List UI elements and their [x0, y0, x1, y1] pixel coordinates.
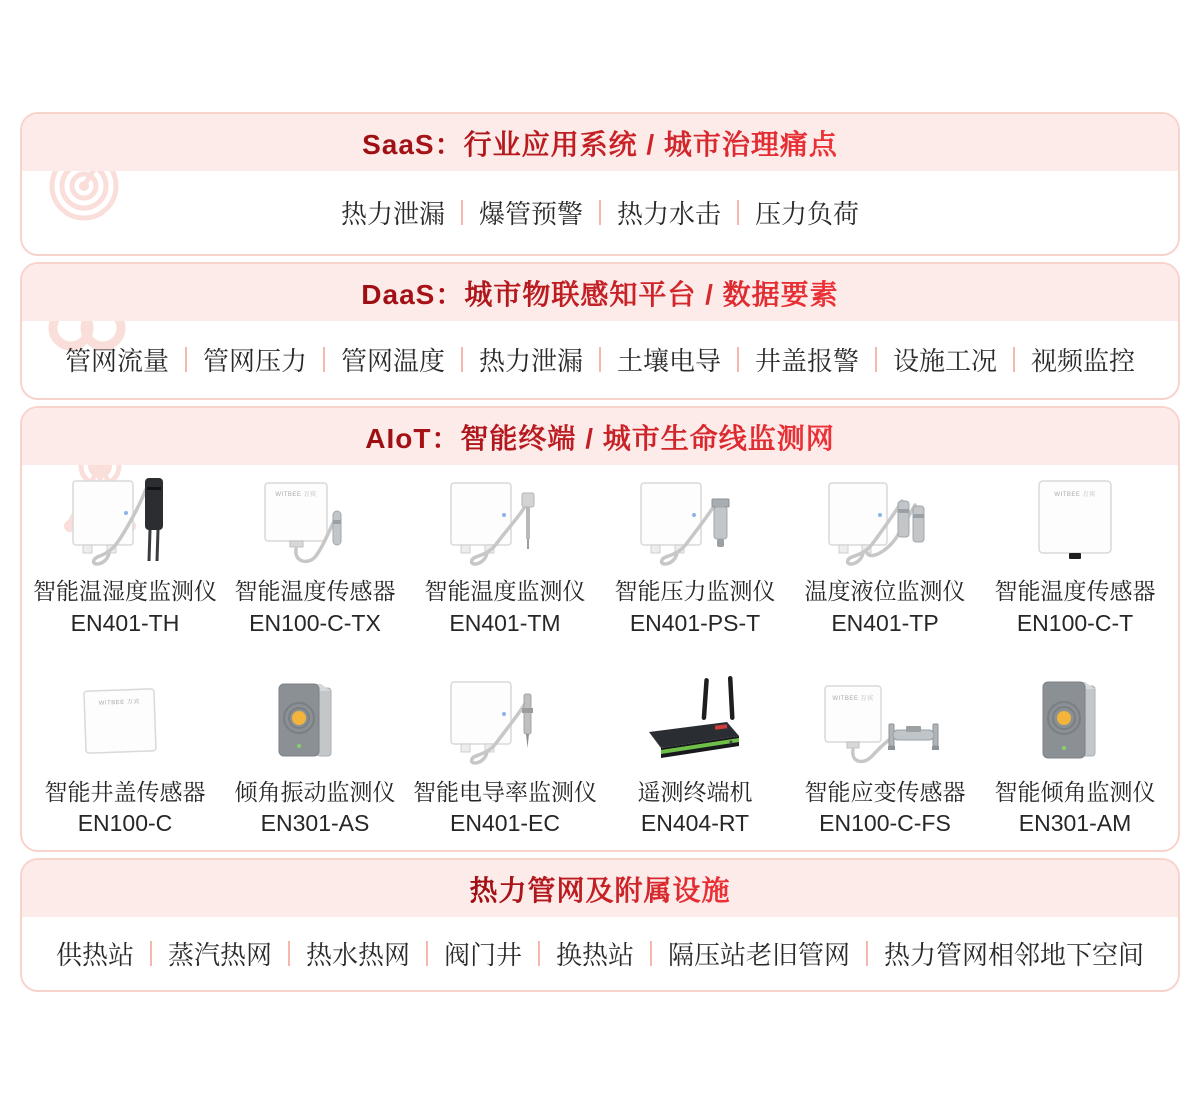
device-name: 智能倾角监测仪: [994, 778, 1156, 805]
daas-item: 管网温度: [340, 346, 445, 376]
section-body-daas: [22, 321, 1178, 398]
daas-item: 设施工况: [893, 346, 998, 376]
saas-item: 爆管预警: [478, 199, 583, 229]
device-name: 倾角振动监测仪: [234, 778, 396, 805]
facility-item: 隔压站老旧管网: [668, 940, 851, 970]
section-title-daas: DaaS：城市物联感知平台 / 数据要素: [361, 273, 838, 313]
device-photo-conductivity-monitor-icon: [425, 674, 585, 772]
item-separator: [599, 347, 601, 372]
device-card-en404-rt: [600, 674, 790, 851]
device-name: 智能温度传感器: [994, 578, 1156, 604]
device-photo-tilt-monitor-icon: [995, 674, 1155, 772]
section-header-daas: [22, 264, 1178, 321]
device-card-en100-c-tx: [220, 473, 410, 650]
device-brand-label: WITBEE 万宾: [98, 698, 141, 707]
section-aiot: [20, 406, 1180, 852]
daas-item: 热力泄漏: [478, 346, 583, 376]
device-name: 遥测终端机: [637, 778, 753, 805]
device-name: 智能温湿度监测仪: [33, 578, 217, 604]
device-card-en100-c-t: [980, 473, 1170, 650]
section-body-saas: [22, 171, 1178, 254]
daas-item: 管网流量: [64, 346, 169, 376]
item-separator: [875, 347, 877, 372]
section-title-saas: SaaS：行业应用系统 / 城市治理痛点: [362, 123, 838, 163]
device-model: EN301-AS: [260, 810, 370, 837]
item-separator: [288, 941, 290, 966]
device-brand-label: WITBEE 万宾: [832, 695, 874, 702]
item-separator: [866, 941, 868, 966]
device-name: 智能压力监测仪: [614, 578, 776, 604]
device-photo-telemetry-terminal-icon: [615, 674, 775, 772]
section-facilities: [20, 858, 1180, 992]
device-photo-temp-sensor-box-icon: [995, 473, 1155, 571]
section-body-facilities: [22, 917, 1178, 990]
device-grid: [22, 465, 1178, 850]
device-model: EN401-TM: [449, 609, 561, 636]
daas-item: 井盖报警: [755, 346, 860, 376]
daas-item: 管网压力: [202, 346, 307, 376]
item-separator: [650, 941, 652, 966]
daas-item: 视频监控: [1031, 346, 1136, 376]
device-photo-manhole-sensor-icon: [45, 674, 205, 772]
device-model: EN301-AM: [1018, 810, 1132, 837]
facility-item: 换热站: [556, 940, 635, 970]
device-model: EN401-TP: [831, 609, 939, 636]
device-photo-strain-sensor-icon: [805, 674, 965, 772]
item-separator: [426, 941, 428, 966]
device-model: EN401-PS-T: [629, 609, 761, 636]
device-card-en100-c-fs: [790, 674, 980, 851]
device-brand-label: WITBEE 万宾: [1054, 492, 1096, 498]
device-photo-temp-monitor-icon: [425, 473, 585, 571]
section-title-facilities: 热力管网及附属设施: [469, 869, 730, 909]
device-card-en401-ps-t: [600, 473, 790, 650]
device-photo-temp-sensor-icon: [235, 473, 395, 571]
facilities-item-row: [56, 935, 1144, 972]
device-brand-label: WITBEE 万宾: [275, 492, 317, 498]
daas-item: 土壤电导: [617, 346, 722, 376]
facility-item: 阀门井: [443, 940, 522, 970]
section-header-facilities: [22, 860, 1178, 917]
device-photo-pressure-monitor-icon: [615, 473, 775, 571]
device-name: 智能井盖传感器: [44, 778, 206, 805]
device-name: 智能温度监测仪: [424, 578, 586, 604]
section-saas: [20, 112, 1180, 256]
section-header-saas: [22, 114, 1178, 171]
device-model: EN100-C-FS: [819, 810, 951, 837]
device-model: EN401-TH: [70, 609, 180, 636]
device-model: EN401-EC: [450, 810, 560, 837]
device-card-en401-th: [30, 473, 220, 650]
device-model: EN100-C: [77, 810, 173, 837]
device-name: 智能电导率监测仪: [413, 778, 597, 805]
item-separator: [599, 200, 601, 225]
item-separator: [737, 347, 739, 372]
device-card-en301-am: [980, 674, 1170, 851]
facility-item: 热力管网相邻地下空间: [884, 940, 1145, 970]
saas-item: 热力水击: [617, 199, 722, 229]
device-model: EN100-C-TX: [249, 609, 381, 636]
device-model: EN404-RT: [640, 810, 750, 837]
item-separator: [538, 941, 540, 966]
item-separator: [150, 941, 152, 966]
section-header-aiot: [22, 408, 1178, 465]
device-card-en401-tm: [410, 473, 600, 650]
saas-item: 热力泄漏: [340, 199, 445, 229]
device-card-en401-tp: [790, 473, 980, 650]
device-card-en301-as: [220, 674, 410, 851]
saas-item-row: [341, 194, 859, 231]
device-card-en401-ec: [410, 674, 600, 851]
item-separator: [461, 200, 463, 225]
device-name: 智能温度传感器: [234, 578, 396, 604]
item-separator: [461, 347, 463, 372]
device-card-en100-c: [30, 674, 220, 851]
section-title-aiot: AIoT：智能终端 / 城市生命线监测网: [365, 417, 835, 457]
section-daas: [20, 262, 1180, 400]
item-separator: [1013, 347, 1015, 372]
item-separator: [323, 347, 325, 372]
saas-item: 压力负荷: [755, 199, 860, 229]
device-name: 温度液位监测仪: [804, 578, 966, 604]
device-photo-tilt-vibration-monitor-icon: [235, 674, 395, 772]
device-photo-temp-humidity-monitor-icon: [45, 473, 205, 571]
daas-item-row: [65, 341, 1135, 378]
facility-item: 热水热网: [305, 940, 410, 970]
item-separator: [185, 347, 187, 372]
facility-item: 蒸汽热网: [167, 940, 272, 970]
device-photo-temp-level-monitor-icon: [805, 473, 965, 571]
item-separator: [737, 200, 739, 225]
device-model: EN100-C-T: [1016, 609, 1134, 636]
facility-item: 供热站: [55, 940, 134, 970]
device-name: 智能应变传感器: [804, 778, 966, 805]
